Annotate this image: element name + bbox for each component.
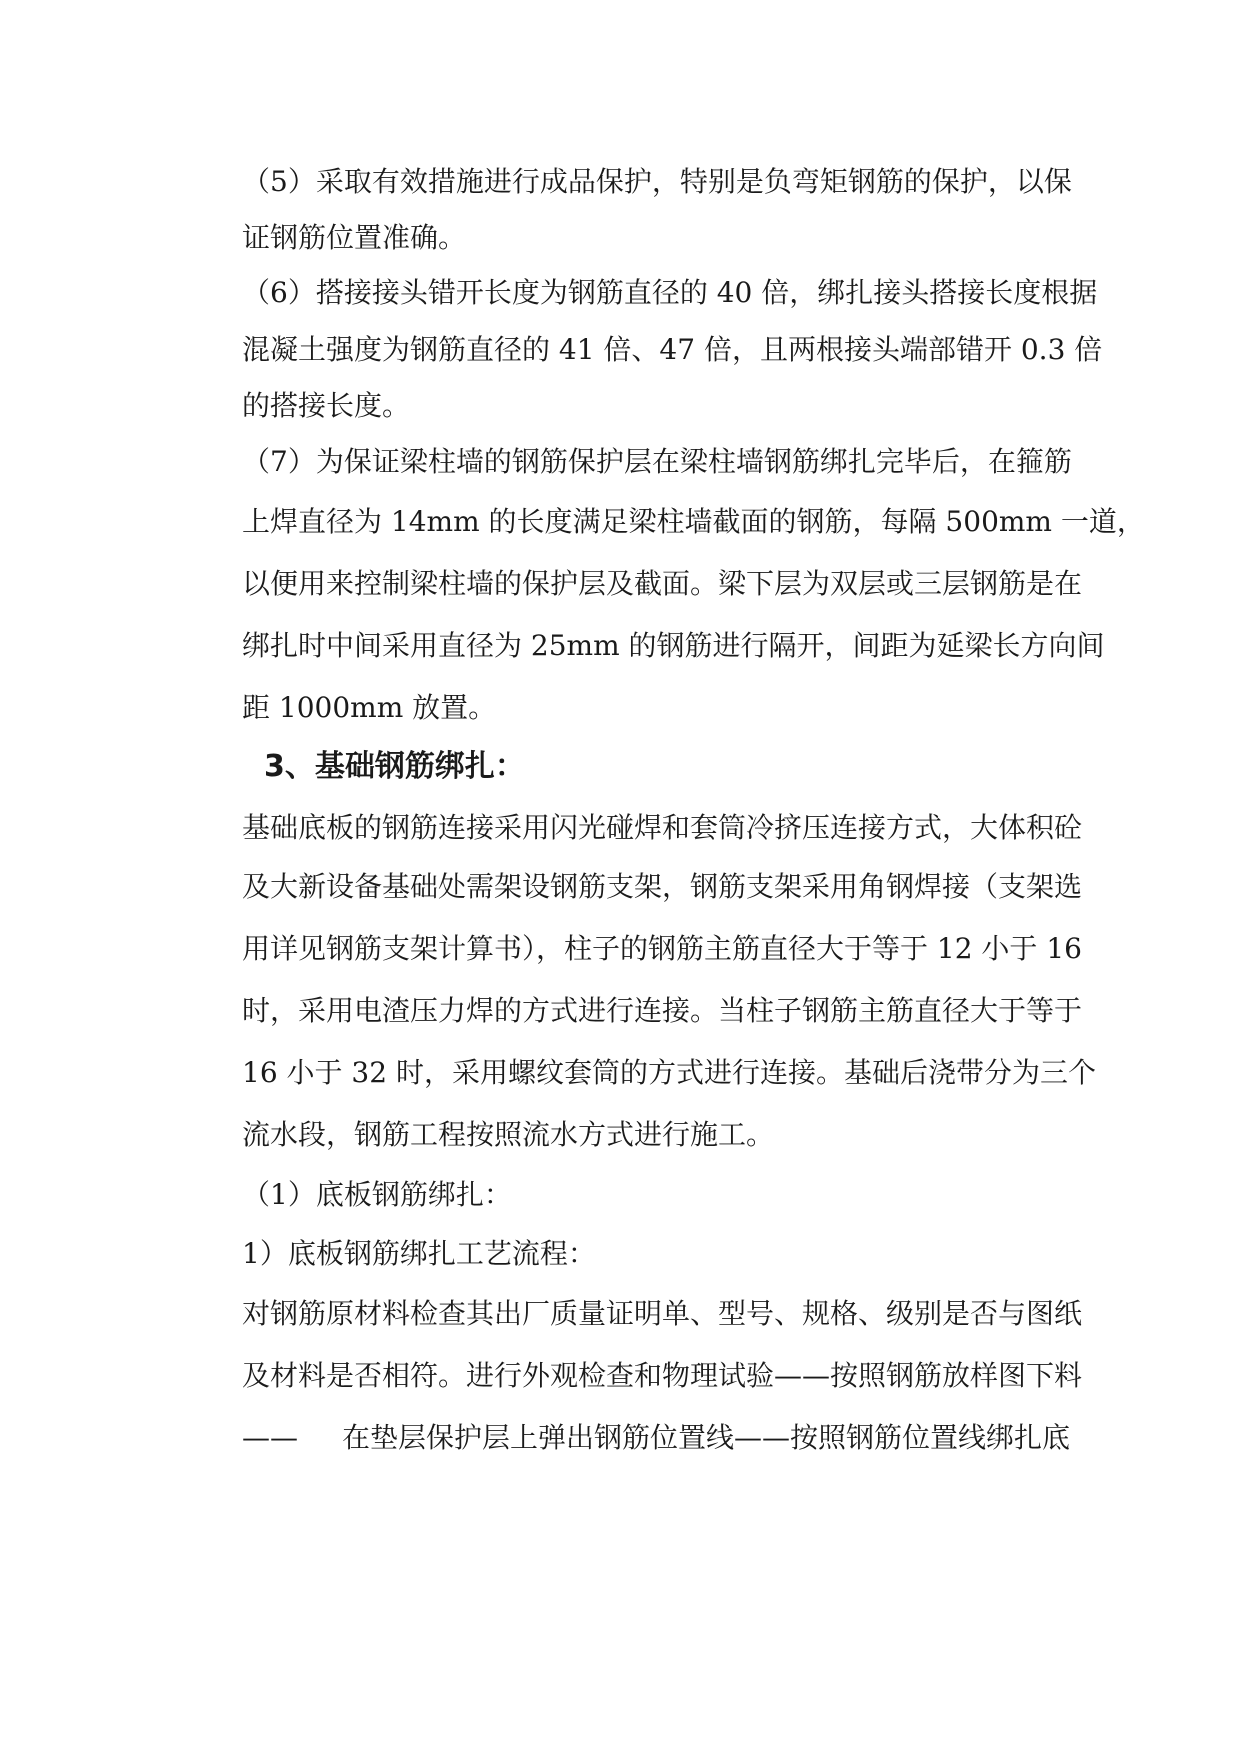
paragraph-line: 及大新设备基础处需架设钢筋支架，钢筋支架采用角钢焊接（支架选 — [242, 870, 1083, 903]
line-text: 在垫层保护层上弹出钢筋位置线——按照钢筋位置线绑扎底 — [342, 1421, 1071, 1454]
paragraph-line: 16 小于 32 时，采用螺纹套筒的方式进行连接。基础后浇带分为三个 — [242, 1056, 1096, 1089]
paragraph-line: 证钢筋位置准确。 — [242, 221, 467, 254]
paragraph-line: （5）采取有效措施进行成品保护，特别是负弯矩钢筋的保护，以保 — [242, 165, 1072, 198]
paragraph-line: （1）底板钢筋绑扎： — [242, 1178, 512, 1211]
paragraph-line: 的搭接长度。 — [242, 389, 411, 422]
paragraph-line: 距 1000mm 放置。 — [242, 691, 497, 724]
paragraph-line: 流水段，钢筋工程按照流水方式进行施工。 — [242, 1118, 775, 1151]
paragraph-line: 上焊直径为 14mm 的长度满足梁柱墙截面的钢筋，每隔 500mm 一道， — [242, 505, 1145, 538]
paragraph-line-last — [242, 1418, 1070, 1458]
paragraph-line: （7）为保证梁柱墙的钢筋保护层在梁柱墙钢筋绑扎完毕后，在箍筋 — [242, 445, 1072, 478]
paragraph-line: 用详见钢筋支架计算书），柱子的钢筋主筋直径大于等于 12 小于 16 — [242, 932, 1082, 965]
paragraph-line: 混凝土强度为钢筋直径的 41 倍、47 倍，且两根接头端部错开 0.3 倍 — [242, 333, 1103, 366]
paragraph-line: 对钢筋原材料检查其出厂质量证明单、型号、规格、级别是否与图纸 — [242, 1297, 1083, 1330]
paragraph-line: 时，采用电渣压力焊的方式进行连接。当柱子钢筋主筋直径大于等于 — [242, 994, 1083, 1027]
paragraph-line: （6）搭接接头错开长度为钢筋直径的 40 倍，绑扎接头搭接长度根据 — [242, 276, 1098, 309]
paragraph-line: 基础底板的钢筋连接采用闪光碰焊和套筒冷挤压连接方式，大体积砼 — [242, 811, 1083, 844]
paragraph-line: 及材料是否相符。进行外观检查和物理试验——按照钢筋放样图下料 — [242, 1359, 1083, 1392]
paragraph-line: 1）底板钢筋绑扎工艺流程： — [242, 1237, 596, 1270]
paragraph-line: 以便用来控制梁柱墙的保护层及截面。梁下层为双层或三层钢筋是在 — [242, 567, 1083, 600]
section-heading: 3、基础钢筋绑扎： — [264, 749, 525, 784]
dash-mark: —— — [242, 1421, 298, 1454]
paragraph-line: 绑扎时中间采用直径为 25mm 的钢筋进行隔开，间距为延梁长方向间 — [242, 629, 1105, 662]
